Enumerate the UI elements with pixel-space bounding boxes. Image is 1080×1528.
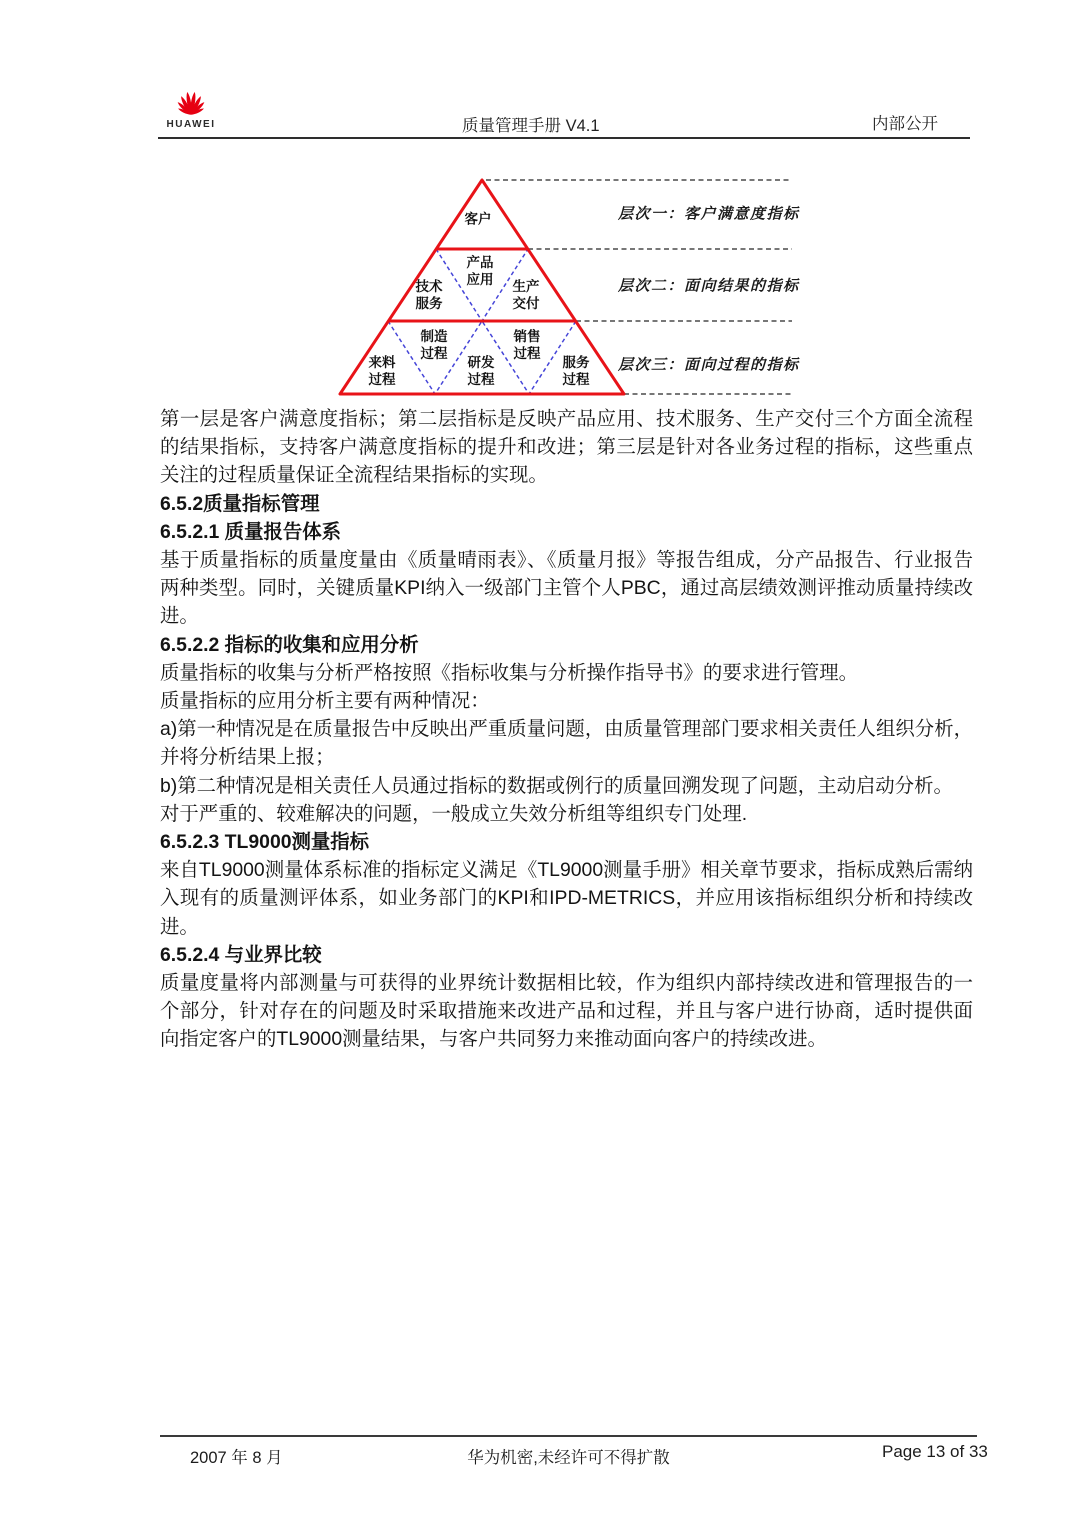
document-body (160, 405, 973, 1054)
pyramid-cell-product-application: 产品应用 (466, 255, 494, 287)
footer-confidential: 华为机密,未经许可不得扩散 (467, 1449, 670, 1467)
pyramid-cell-service-process: 服务过程 (562, 355, 590, 387)
paragraph-quality-reports: 基于质量指标的质量度量由《质量晴雨表》、《质量月报》等报告组成，分产品报告、行业报告两种类型。同时，关键质量KPI纳入一级部门主管个人PBC，通过高层绩效测评推动质量持续改进。 (160, 549, 973, 628)
pyramid-cell-incoming-material-process: 来料过程 (368, 355, 396, 387)
paragraph-tl9000: 来自TL9000测量体系标准的指标定义满足《TL9000测量手册》相关章节要求，指标成熟后需纳入现有的质量测评体系，如业务部门的KPI和IPD-METRICS，并应用该指标组织分析和持续改进。 (160, 859, 973, 938)
pyramid-cell-rnd-process: 研发过程 (467, 355, 495, 387)
paragraph-failure-analysis: 对于严重的、较难解决的问题，一般成立失效分析组等组织专门处理. (160, 802, 748, 825)
section-heading-6-5-2: 6.5.2质量指标管理 (160, 492, 320, 515)
huawei-logo-text: HUAWEI (166, 119, 216, 130)
pyramid-cell-technical-service: 技术服务 (415, 279, 443, 311)
paragraph-pyramid-explanation: 第一层是客户满意度指标；第二层指标是反映产品应用、技术服务、生产交付三个方面全流程的结果指标，支持客户满意度指标的提升和改进；第三层是针对各业务过程的指标，这些重点关注的过程质量保证全流程结果指标的实现。 (160, 408, 973, 487)
classification-label: 内部公开 (872, 115, 938, 133)
section-heading-6-5-2-2: 6.5.2.2 指标的收集和应用分析 (160, 633, 419, 656)
paragraph-industry-comparison: 质量度量将内部测量与可获得的业界统计数据相比较，作为组织内部持续改进和管理报告的一个部分，针对存在的问题及时采取措施来改进产品和过程，并且与客户进行协商，适时提供面向指定客户的TL9000测量结果，与客户共同努力来推动面向客户的持续改进。 (160, 972, 973, 1051)
pyramid-cell-manufacturing-process: 制造过程 (420, 329, 448, 361)
quality-indicator-pyramid-diagram (330, 160, 810, 405)
annotation-level3: 层次三：面向过程的指标 (618, 357, 800, 374)
section-heading-6-5-2-1: 6.5.2.1 质量报告体系 (160, 520, 342, 543)
annotation-level1: 层次一：客户满意度指标 (618, 206, 800, 223)
paragraph-situation-a: a)第一种情况是在质量报告中反映出严重质量问题，由质量管理部门要求相关责任人组织分析，并将分析结果上报； (160, 718, 973, 769)
footer-date: 2007 年 8 月 (190, 1449, 283, 1467)
annotation-level2: 层次二：面向结果的指标 (618, 278, 800, 295)
footer-page-number: Page 13 of 33 (882, 1442, 988, 1461)
paragraph-indicator-collection: 质量指标的收集与分析严格按照《指标收集与分析操作指导书》的要求进行管理。 (160, 661, 859, 684)
document-title: 质量管理手册 V4.1 (462, 117, 600, 135)
huawei-logo (153, 78, 229, 130)
paragraph-situation-b: b)第二种情况是相关责任人员通过指标的数据或例行的质量回溯发现了问题，主动启动分析。 (160, 774, 953, 797)
section-heading-6-5-2-3: 6.5.2.3 TL9000测量指标 (160, 831, 370, 854)
section-heading-6-5-2-4: 6.5.2.4 与业界比较 (160, 943, 322, 966)
pyramid-cell-production-delivery: 生产交付 (512, 279, 540, 311)
paragraph-two-situations: 质量指标的应用分析主要有两种情况： (160, 690, 490, 713)
pyramid-cell-sales-process: 销售过程 (513, 329, 541, 361)
pyramid-cell-customer: 客户 (464, 211, 492, 227)
footer-divider (160, 1435, 977, 1437)
header-divider (158, 137, 970, 139)
huawei-logo-icon (171, 78, 211, 118)
